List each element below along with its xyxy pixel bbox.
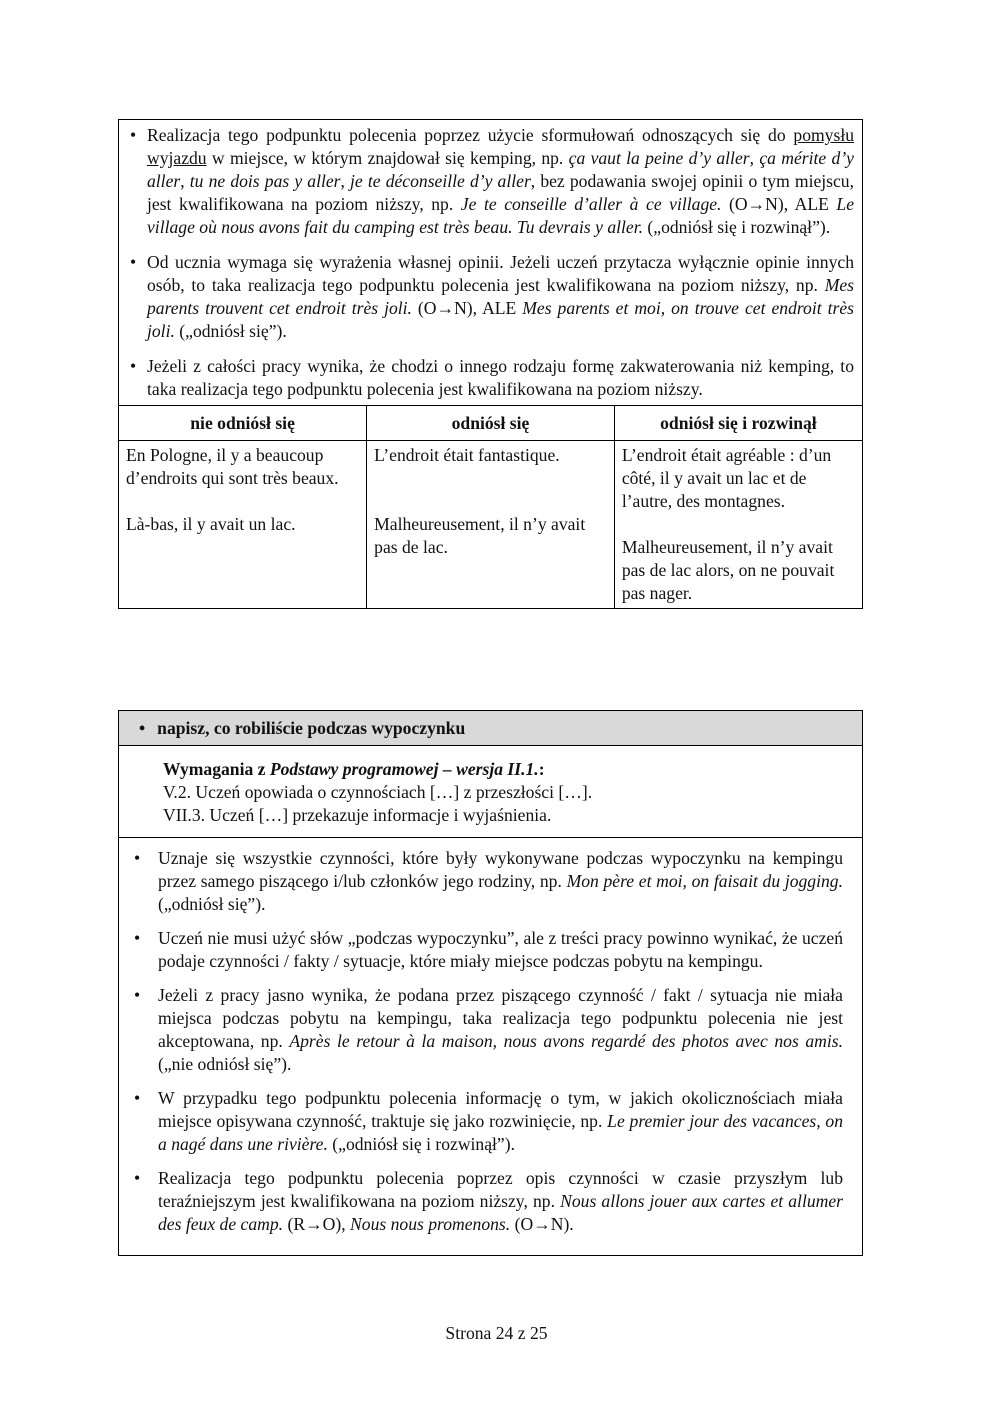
- text-run: Wymagania z: [163, 759, 270, 779]
- text-run: (O→N).: [510, 1214, 574, 1234]
- example-1: En Pologne, il y a beaucoup d’endroits qui sont très beaux.: [126, 445, 339, 488]
- text-run: tu ne dois pas y aller: [189, 171, 341, 191]
- text-run: ça vaut la peine d’y aller: [568, 148, 750, 168]
- table-row: [119, 441, 862, 609]
- example-1: L’endroit était fantastique.: [374, 445, 560, 465]
- text-run: Podstawy programowej – wersja II.1.: [269, 759, 539, 779]
- text-run: Mes parents trouvent cet endroit très joli.: [147, 275, 854, 318]
- text-run: Mon père et moi, on faisait du jogging.: [566, 871, 843, 891]
- text-run: Jeżeli z całości pracy wynika, że chodzi o innego rodzaju formę zakwaterowania niż kemping, to taka realizacja tego podpunktu polecenia jest kwalifikowana na poziom niższy.: [147, 356, 854, 399]
- task-header: [119, 711, 862, 746]
- text-run: , bez podawania swojej opinii o tym miejscu, jest kwalifikowana na poziom niższy, np.: [147, 171, 855, 214]
- table-header-row: [119, 406, 862, 441]
- text-run: („odniósł się”).: [158, 894, 266, 914]
- text-run: („odniósł się i rozwinął”).: [643, 217, 831, 237]
- page-number: Strona 24 z 25: [445, 1323, 548, 1343]
- text-run: Le village où nous avons fait du camping est très beau. Tu devrais y aller.: [147, 194, 855, 237]
- table-cell: [614, 441, 862, 609]
- header-addressed-developed: odniósł się i rozwinął: [614, 406, 862, 441]
- requirement-line: VII.3. Uczeń […] przekazuje informacje i wyjaśnienia.: [163, 805, 552, 825]
- text-run: Après le retour à la maison, nous avons regardé des photos avec nos amis.: [289, 1031, 843, 1051]
- example-2: Malheureusement, il n’y avait pas de lac.: [374, 514, 586, 557]
- task-header-text: napisz, co robiliście podczas wypoczynku: [157, 717, 466, 738]
- text-run: Le premier jour des vacances, on a nagé dans une rivière.: [158, 1111, 844, 1154]
- criteria-box-opinion: [118, 119, 863, 609]
- note-bullet: [127, 124, 854, 239]
- text-run: Realizacja tego podpunktu polecenia poprzez opis czynności w czasie przyszłym lub teraźniejszym jest kwalifikowana na poziom niższy, np.: [158, 1168, 843, 1211]
- bullet-dot: •: [134, 928, 141, 948]
- bullet-dot: •: [134, 848, 141, 868]
- text-run: w miejsce, w którym znajdował się kemping, np.: [206, 148, 569, 168]
- text-run: :: [538, 759, 545, 779]
- note-bullet: [128, 847, 843, 916]
- note-bullet: [128, 1087, 843, 1156]
- activities-notes: [119, 838, 862, 1255]
- bullet-dot: •: [130, 356, 137, 376]
- header-not-addressed: nie odniósł się: [119, 406, 367, 441]
- header-addressed: odniósł się: [367, 406, 615, 441]
- examples-table: [119, 405, 862, 608]
- text-run: je te déconseille d’y aller: [350, 171, 531, 191]
- bullet-dot: •: [130, 252, 137, 272]
- text-run: Uznaje się wszystkie czynności, które były wykonywane podczas wypoczynku na kempingu przez samego piszącego i/lub członków jego rodziny, np.: [158, 848, 843, 891]
- note-bullet: [128, 1167, 843, 1236]
- text-run: (O→N), ALE: [721, 194, 837, 214]
- note-bullet: [128, 984, 843, 1076]
- text-run: W przypadku tego podpunktu polecenia informację o tym, w jakich okolicznościach miała miejsce opisywana czynność, traktuje się jako rozwinięcie, np.: [158, 1088, 843, 1131]
- text-run: ,: [749, 148, 760, 168]
- bullet-dot: •: [130, 125, 137, 145]
- text-run: ça mérite d’y aller: [147, 148, 854, 191]
- text-run: (R→O),: [283, 1214, 351, 1234]
- table-cell: [119, 441, 367, 609]
- example-2: Là-bas, il y avait un lac.: [126, 514, 296, 534]
- text-run: ,: [340, 171, 351, 191]
- requirements-block: [119, 746, 862, 838]
- text-run: (O→N), ALE: [411, 298, 523, 318]
- text-run: pomysłu wyjazdu: [147, 125, 854, 168]
- criteria-box-activities: [118, 710, 863, 1256]
- text-run: Nous allons jouer aux cartes et allumer des feux de camp.: [158, 1191, 843, 1234]
- text-run: („nie odniósł się”).: [158, 1054, 292, 1074]
- text-run: Jeżeli z pracy jasno wynika, że podana przez piszącego czynność / fakt / sytuacja nie miała miejsca podczas pobytu na kempingu, taka realizacja tego podpunktu polecenia nie jest akceptowana, np.: [158, 985, 843, 1051]
- text-run: Uczeń nie musi użyć słów „podczas wypoczynku”, ale z treści pracy powinno wynikać, że uczeń podaje czynności / fakty / sytuacje, które miały miejsce podczas pobytu na kempingu.: [158, 928, 843, 971]
- text-run: ,: [180, 171, 190, 191]
- text-run: Je te conseille d’aller à ce village.: [460, 194, 722, 214]
- bullet-dot: •: [134, 1168, 141, 1188]
- opinion-notes: [119, 120, 862, 405]
- text-run: Realizacja tego podpunktu polecenia poprzez użycie sformułowań odnoszących się do: [147, 125, 794, 145]
- text-run: („odniósł się i rozwinął”).: [327, 1134, 515, 1154]
- bullet-dot: •: [139, 717, 146, 738]
- bullet-dot: •: [134, 1088, 141, 1108]
- bullet-dot: •: [134, 985, 141, 1005]
- note-bullet: [128, 927, 843, 973]
- example-1: L’endroit était agréable : d’un côté, il y avait un lac et de l’autre, des montagnes.: [621, 445, 832, 511]
- table-cell: [367, 441, 615, 609]
- requirement-line: V.2. Uczeń opowiada o czynnościach […] z przeszłości […].: [163, 782, 593, 802]
- text-run: Nous nous promenons.: [350, 1214, 511, 1234]
- requirements-title: [163, 758, 862, 781]
- note-bullet: [127, 251, 854, 343]
- note-bullet: [127, 355, 854, 401]
- text-run: Od ucznia wymaga się wyrażenia własnej opinii. Jeżeli uczeń przytacza wyłącznie opinie innych osób, to taka realizacja tego podpunktu polecenia jest kwalifikowana na poziom niższy, np.: [147, 252, 854, 295]
- example-2: Malheureusement, il n’y avait pas de lac alors, on ne pouvait pas nager.: [621, 537, 835, 603]
- text-run: Mes parents et moi, on trouve cet endroit très joli.: [147, 298, 855, 341]
- text-run: („odniósł się”).: [174, 321, 287, 341]
